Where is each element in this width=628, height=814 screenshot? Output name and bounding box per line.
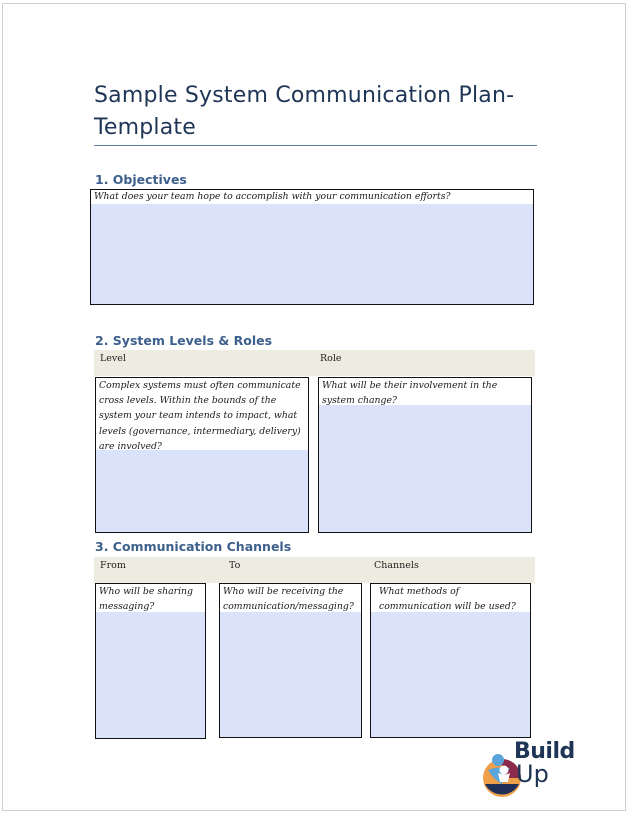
section-heading-channels: 3. Communication Channels xyxy=(95,539,292,554)
channels-header xyxy=(94,557,535,583)
to-field[interactable] xyxy=(219,583,362,738)
level-prompt: Complex systems must often communicate cross levels. Within the bounds of the system your team intends to impact, what levels (governance, intermediary, delivery) are involved? xyxy=(96,378,308,450)
section-heading-objectives: 1. Objectives xyxy=(95,172,187,187)
logo-text-build: Build xyxy=(514,739,575,764)
page-title: Sample System Communication Plan-Template xyxy=(94,83,515,140)
level-field[interactable] xyxy=(95,377,309,533)
column-header-role: Role xyxy=(320,353,342,364)
from-field[interactable] xyxy=(95,583,206,739)
column-header-to: To xyxy=(229,560,241,571)
objectives-prompt: What does your team hope to accomplish with your communication efforts? xyxy=(91,190,533,204)
from-prompt: Who will be sharing messaging? xyxy=(96,584,205,612)
objectives-field[interactable] xyxy=(90,189,534,305)
role-prompt: What will be their involvement in the system change? xyxy=(319,378,531,405)
levels-roles-header xyxy=(94,350,535,376)
channels-prompt: What methods of communication will be used? xyxy=(371,584,530,612)
column-header-from: From xyxy=(100,560,126,571)
role-field[interactable] xyxy=(318,377,532,533)
section-heading-levels-roles: 2. System Levels & Roles xyxy=(95,333,273,348)
logo-text-up: Up xyxy=(516,760,549,788)
column-header-level: Level xyxy=(100,353,126,364)
to-prompt: Who will be receiving the communication/messaging? xyxy=(220,584,361,612)
title-divider xyxy=(94,145,537,146)
column-header-channels: Channels xyxy=(374,560,419,571)
channels-field[interactable] xyxy=(370,583,531,738)
